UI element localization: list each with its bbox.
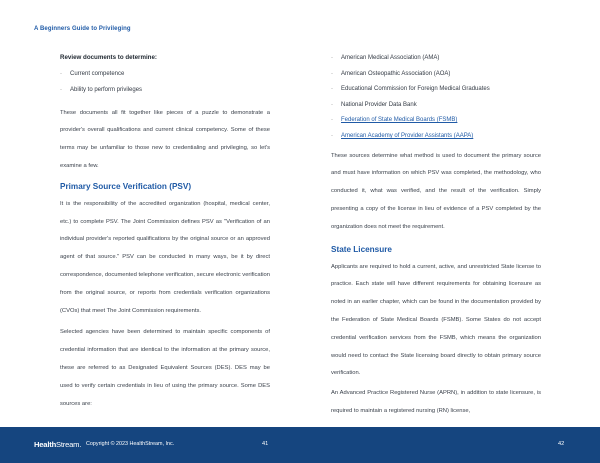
list-item: · Current competence bbox=[60, 70, 270, 78]
review-heading: Review documents to determine: bbox=[60, 54, 157, 61]
fsmb-link[interactable]: Federation of State Medical Boards (FSMB) bbox=[341, 117, 458, 124]
review-list bbox=[60, 70, 270, 94]
page-number-left: 41 bbox=[262, 441, 269, 447]
list-item: · American Medical Association (AMA) bbox=[331, 54, 541, 62]
right-column bbox=[331, 52, 541, 421]
copyright-text: Copyright © 2023 HealthStream, Inc. bbox=[86, 441, 175, 447]
page-number-right: 42 bbox=[558, 441, 565, 447]
sources-paragraph: These sources determine what method is used to document the primary source and must have information on which PSV was completed, the methodology, who conducted it, what was verified, and the result of the verification. Simply presenting a copy of the license in lieu of evidence of a PSV completed by the organization does not meet the requirement. bbox=[331, 152, 541, 230]
intro-paragraph: These documents all fit together like pieces of a puzzle to demonstrate a provider's overall qualifications and current clinical competency. Some of these terms may be unfamiliar to those new to credentialing and privileging, so let's examine a few. bbox=[60, 109, 270, 169]
state-licensure-paragraph: Applicants are required to hold a current, active, and unrestricted State license to practice. Each state will have different requirements for obtaining licensure as noted in an earlier chapter, which can be found in the documentation provided by the Federation of State Medical Boards (FSMB). Some States do not accept credential verification services from the FSMB, which means the organization would need to contact the State licensing board directly to obtain primary source verification. bbox=[331, 263, 541, 377]
aprn-paragraph: An Advanced Practice Registered Nurse (APRN), in addition to state licensure, is required to maintain a registered nursing (RN) license, bbox=[331, 390, 541, 414]
left-column bbox=[60, 52, 270, 413]
list-item: · American Osteopathic Association (AOA) bbox=[331, 70, 541, 78]
list-item: · Ability to perform privileges bbox=[60, 86, 270, 94]
list-item: · National Provider Data Bank bbox=[331, 101, 541, 109]
document-header-title: A Beginners Guide to Privileging bbox=[34, 26, 131, 32]
psv-paragraph: It is the responsibility of the accredited organization (hospital, medical center, etc.) to complete PSV. The Joint Commission defines PSV as "Verification of an individual provider's reported qualifications by the original source or an approved agent of that source." PSV can be conducted in many ways, be it by direct correspondence, documented telephone verification, secure electronic verification from the original source, or reports from credentials verification organizations (CVOs) that meet The Joint Commission requirements. bbox=[60, 200, 270, 314]
list-item: · Educational Commission for Foreign Medical Graduates bbox=[331, 85, 541, 93]
list-item bbox=[331, 132, 541, 140]
state-licensure-heading: State Licensure bbox=[331, 244, 392, 254]
healthstream-logo: HealthStream. bbox=[34, 440, 82, 449]
aapa-link[interactable]: American Academy of Provider Assistants (AAPA) bbox=[341, 132, 474, 139]
page-footer bbox=[0, 427, 600, 463]
des-sources-list bbox=[331, 54, 541, 140]
des-paragraph: Selected agencies have been determined to maintain specific components of credential information that are identical to the information at the primary source, these are referred to as Designated Equivalent Sources (DES). DES may be used to verify certain credentials in lieu of using the primary source. Some DES sources are: bbox=[60, 329, 270, 407]
psv-heading: Primary Source Verification (PSV) bbox=[60, 181, 192, 191]
list-item bbox=[331, 116, 541, 124]
